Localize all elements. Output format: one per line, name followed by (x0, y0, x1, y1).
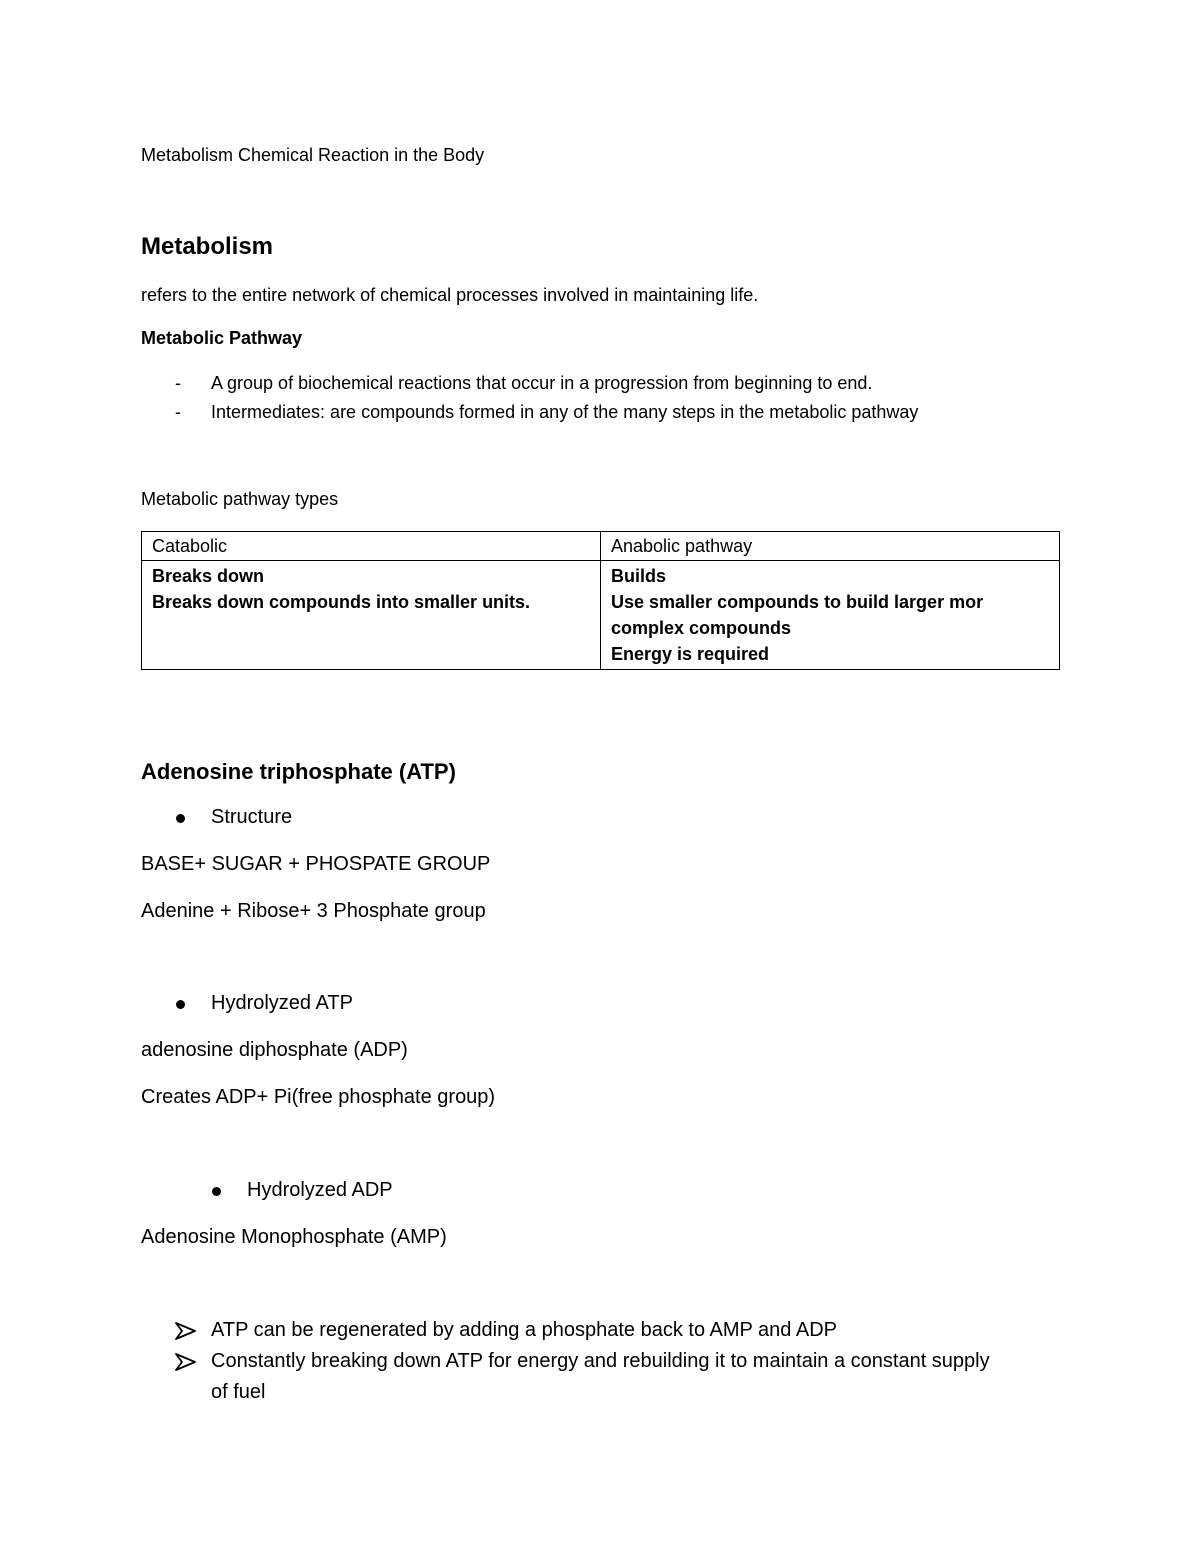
pathway-item-1: A group of biochemical reactions that occur in a progression from beginning to end. (211, 373, 873, 393)
atp-heading: Adenosine triphosphate (ATP) (141, 759, 456, 784)
document-title: Metabolism Chemical Reaction in the Body (141, 145, 485, 165)
anabolic-line-4: Energy is required (611, 644, 770, 664)
amp-line: Adenosine Monophosphate (AMP) (141, 1226, 447, 1248)
structure-bullet: Structure (211, 806, 293, 828)
dash-bullet-icon: - (175, 402, 181, 422)
anabolic-line-1: Builds (611, 566, 667, 586)
metabolic-pathway-heading: Metabolic Pathway (141, 328, 303, 348)
arrow-item-1: ATP can be regenerated by adding a phosphate back to AMP and ADP (211, 1319, 837, 1341)
structure-line-2: Adenine + Ribose+ 3 Phosphate group (141, 900, 486, 922)
adp-line-2: Creates ADP+ Pi(free phosphate group) (141, 1086, 496, 1108)
table-header-row (142, 532, 1060, 561)
pathway-types-table (141, 531, 1060, 670)
filled-circle-bullet-icon (176, 1000, 185, 1009)
metabolism-definition: refers to the entire network of chemical processes involved in maintaining life. (141, 285, 759, 305)
adp-line-1: adenosine diphosphate (ADP) (141, 1039, 408, 1061)
filled-circle-bullet-icon (176, 814, 185, 823)
hydrolyzed-atp-bullet: Hydrolyzed ATP (211, 992, 353, 1014)
arrowhead-bullet-icon (175, 1353, 197, 1371)
pathway-item-2: Intermediates: are compounds formed in any of the many steps in the metabolic pathway (211, 402, 919, 422)
metabolism-heading: Metabolism (141, 233, 274, 260)
pathway-types-caption: Metabolic pathway types (141, 489, 339, 509)
arrowhead-bullet-icon (175, 1322, 197, 1340)
header-anabolic: Anabolic pathway (601, 532, 1060, 561)
filled-circle-bullet-icon (212, 1187, 221, 1196)
anabolic-cell (601, 561, 1060, 670)
anabolic-line-3: complex compounds (611, 618, 792, 638)
header-catabolic: Catabolic (142, 532, 601, 561)
arrow-item-2-continued: of fuel (211, 1381, 266, 1403)
catabolic-line-2: Breaks down compounds into smaller units. (152, 592, 531, 612)
table-row (142, 561, 1060, 670)
structure-line-1: BASE+ SUGAR + PHOSPATE GROUP (141, 853, 491, 875)
anabolic-line-2: Use smaller compounds to build larger mor (611, 592, 984, 612)
catabolic-line-1: Breaks down (152, 566, 265, 586)
dash-bullet-icon: - (175, 373, 181, 393)
hydrolyzed-adp-bullet: Hydrolyzed ADP (247, 1179, 393, 1201)
arrow-item-2: Constantly breaking down ATP for energy and rebuilding it to maintain a constant supply (211, 1350, 990, 1372)
catabolic-cell (142, 561, 601, 670)
